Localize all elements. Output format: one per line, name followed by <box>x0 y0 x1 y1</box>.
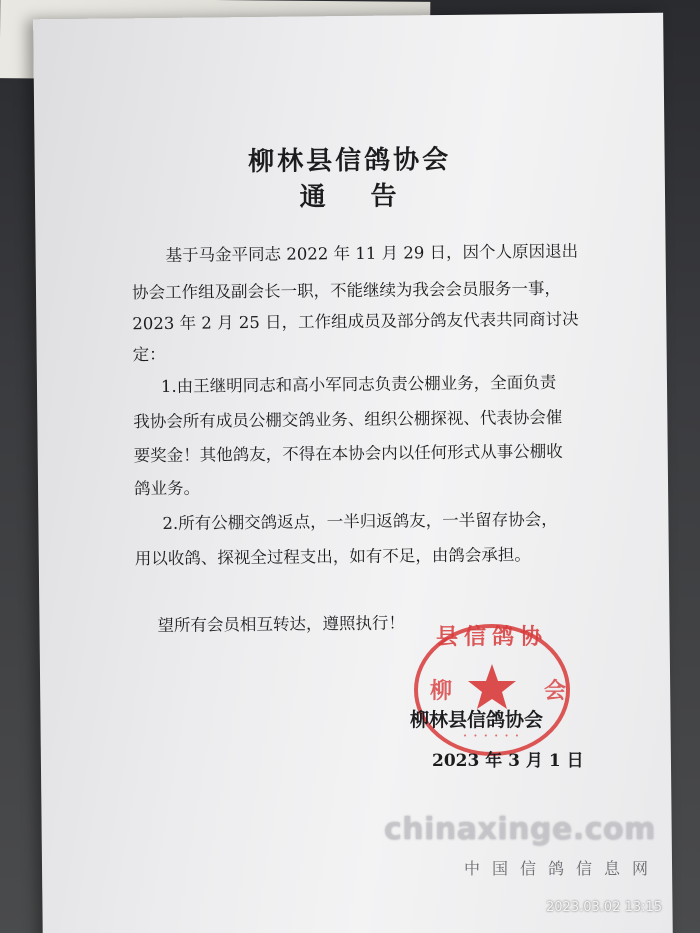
signature-organization: 柳林县信鸽协会 <box>410 709 544 731</box>
signature-date: 2023 年 3 月 1 日 <box>432 751 584 771</box>
intro-line: 2023 年 2 月 25 日，工作组成员及部分鸽友代表共同商讨决 <box>132 309 579 334</box>
svg-text:县信鸽协: 县信鸽协 <box>435 624 549 650</box>
notice-document <box>33 13 673 933</box>
document-subtitle: 通 告 <box>299 181 415 213</box>
item1-line: 要奖金！其他鸽友，不得在本协会内以任何形式从事公棚收 <box>133 441 563 466</box>
item2-line: 2.所有公棚交鸽返点，一半归返鸽友，一半留存协会， <box>162 509 558 533</box>
closing-line: 望所有会员相互转达，遵照执行！ <box>157 613 406 636</box>
svg-text:会: 会 <box>544 678 567 704</box>
document-title: 柳林县信鸽协会 <box>247 144 452 178</box>
svg-text:柳: 柳 <box>430 678 453 704</box>
intro-line: 基于马金平同志 2022 年 11 月 29 日，因个人原因退出 <box>165 241 579 265</box>
intro-line: 定： <box>132 344 166 365</box>
item1-line: 我协会所有成员公棚交鸽业务、组织公棚探视、代表协会催 <box>133 407 563 432</box>
item1-line: 鸽业务。 <box>133 478 201 499</box>
intro-line: 协会工作组及副会长一职，不能继续为我会会员服务一事， <box>131 278 562 303</box>
item1-line: 1.由王继明同志和高小军同志负责公棚业务，全面负责 <box>160 372 557 397</box>
site-watermark-subtitle: 中国信鸽信息网 <box>464 859 661 878</box>
svg-text:• • • • • •: • • • • • • <box>463 732 521 740</box>
item2-line: 用以收鸽、探视全过程支出，如有不足，由鸽会承担。 <box>134 545 531 569</box>
photo-timestamp: 2023.03.02 13:15 <box>546 900 663 915</box>
site-watermark: chinaxinge.com <box>384 812 656 847</box>
